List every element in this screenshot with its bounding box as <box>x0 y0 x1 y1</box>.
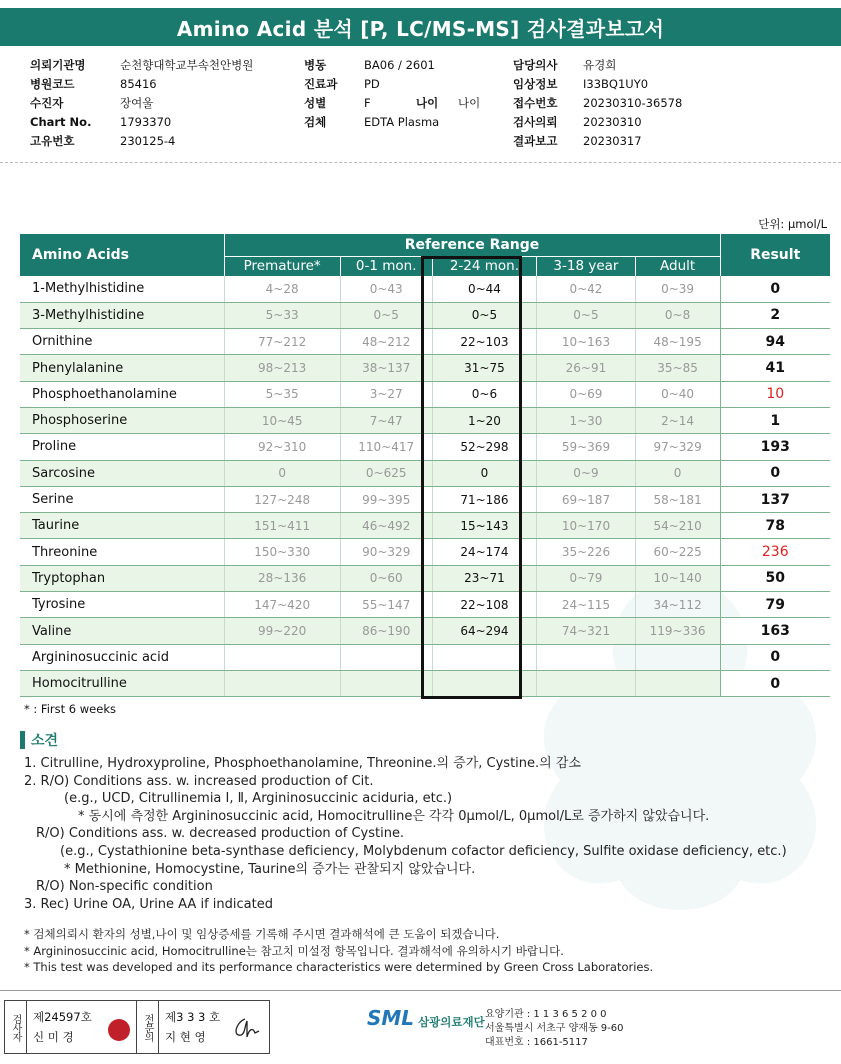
info-label: 임상정보 <box>513 77 558 91</box>
result-cell: 236 <box>720 539 830 565</box>
info-value: 유경희 <box>583 58 617 72</box>
reference-range-cell: 0~5 <box>340 302 432 328</box>
info-label: 병동 <box>304 58 327 72</box>
contact-line: 요양기관 : 1 1 3 6 5 2 0 0 <box>485 1009 607 1020</box>
reference-range-cell: 0~69 <box>537 381 635 407</box>
result-cell: 2 <box>720 302 830 328</box>
reference-range-cell: 0~625 <box>340 460 432 486</box>
info-value: PD <box>364 77 380 91</box>
reference-range-cell <box>224 644 340 670</box>
reference-range-cell: 0~9 <box>537 460 635 486</box>
contact-line: 서울특별시 서초구 양재동 9-60 <box>485 1023 624 1034</box>
reference-range-cell <box>432 670 537 696</box>
reference-range-cell: 58~181 <box>635 486 720 512</box>
reference-range-cell: 98~213 <box>224 355 340 381</box>
table-row <box>20 434 830 460</box>
reference-range-cell: 86~190 <box>340 618 432 644</box>
subheader-adult: Adult <box>635 256 720 276</box>
table-row <box>20 381 830 407</box>
table-row <box>20 302 830 328</box>
reference-range-cell: 46~492 <box>340 513 432 539</box>
result-cell: 1 <box>720 407 830 433</box>
report-footnotes <box>24 926 653 976</box>
result-cell: 78 <box>720 513 830 539</box>
tester-license: 제24597호 <box>33 1010 92 1024</box>
reference-range-cell: 0~43 <box>340 276 432 302</box>
table-row <box>20 355 830 381</box>
reference-range-cell: 0 <box>432 460 537 486</box>
tester-cell <box>27 1001 137 1053</box>
reference-range-cell: 24~174 <box>432 539 537 565</box>
reference-range-cell <box>432 644 537 670</box>
reference-range-cell: 2~14 <box>635 407 720 433</box>
reference-range-cell: 10~170 <box>537 513 635 539</box>
finding-line: (e.g., UCD, Citrullinemia Ⅰ, Ⅱ, Argininosuccinic aciduria, etc.) <box>64 791 453 807</box>
table-row <box>20 486 830 512</box>
info-label: 수진자 <box>30 96 64 110</box>
footnote-line: * This test was developed and its performance characteristics were determined by Green Cross Laboratories. <box>24 960 654 974</box>
reference-range-cell: 151~411 <box>224 513 340 539</box>
info-value: EDTA Plasma <box>364 115 440 129</box>
header-amino-acids: Amino Acids <box>20 234 224 276</box>
findings-text <box>24 755 787 913</box>
specialist-license: 제3 3 3 호 <box>165 1010 221 1024</box>
finding-line: 1. Citrulline, Hydroxyproline, Phosphoethanolamine, Threonine.의 증가, Cystine.의 감소 <box>24 756 581 771</box>
reference-range-cell: 22~108 <box>432 592 537 618</box>
reference-range-cell: 92~310 <box>224 434 340 460</box>
table-row <box>20 460 830 486</box>
label-tester: 검사자 <box>5 1001 27 1053</box>
finding-line: R/O) Non-specific condition <box>36 879 213 895</box>
table-row <box>20 644 830 670</box>
reference-range-cell: 7~47 <box>340 407 432 433</box>
reference-range-cell: 5~33 <box>224 302 340 328</box>
info-value: I33BQ1UY0 <box>583 77 649 91</box>
reference-range-cell: 10~163 <box>537 329 635 355</box>
sex-age-group <box>364 94 480 113</box>
footnote-line: * 검체의뢰시 환자의 성별,나이 및 임상증세를 기록해 주시면 결과해석에 큰 도움이 되겠습니다. <box>24 927 500 941</box>
label-specialist: 전문의 <box>137 1001 159 1053</box>
reference-range-cell: 110~417 <box>340 434 432 460</box>
amino-acid-name: Threonine <box>20 539 224 565</box>
info-label: 검체 <box>304 115 327 129</box>
reference-range-cell: 64~294 <box>432 618 537 644</box>
reference-range-cell <box>224 670 340 696</box>
result-cell: 94 <box>720 329 830 355</box>
reference-range-cell: 35~85 <box>635 355 720 381</box>
info-value: 230125-4 <box>120 134 176 148</box>
amino-acid-name: Homocitrulline <box>20 670 224 696</box>
divider <box>0 990 841 991</box>
reference-range-cell: 0~39 <box>635 276 720 302</box>
info-label: Chart No. <box>30 115 92 129</box>
reference-range-cell: 48~195 <box>635 329 720 355</box>
subheader-premature: Premature* <box>224 256 340 276</box>
reference-range-cell <box>340 670 432 696</box>
result-cell: 0 <box>720 460 830 486</box>
info-value: 순천향대학교부속천안병원 <box>120 58 254 72</box>
result-cell: 193 <box>720 434 830 460</box>
unit-label: 단위: μmol/L <box>758 217 827 231</box>
lab-logo <box>367 1006 485 1030</box>
reference-range-cell: 1~30 <box>537 407 635 433</box>
reference-range-cell: 0~5 <box>537 302 635 328</box>
subheader-0-1-mon: 0-1 mon. <box>340 256 432 276</box>
subheader-3-18-year: 3-18 year <box>537 256 635 276</box>
reference-range-cell: 0 <box>224 460 340 486</box>
amino-acid-name: Phosphoserine <box>20 407 224 433</box>
reference-range-cell: 0~44 <box>432 276 537 302</box>
result-cell: 137 <box>720 486 830 512</box>
reference-range-cell: 3~27 <box>340 381 432 407</box>
table-row <box>20 592 830 618</box>
reference-range-cell: 26~91 <box>537 355 635 381</box>
reference-range-cell: 0 <box>635 460 720 486</box>
report-title: Amino Acid 분석 [P, LC/MS-MS] 검사결과보고서 <box>0 8 841 46</box>
seal-stamp <box>108 1019 130 1041</box>
reference-range-cell: 24~115 <box>537 592 635 618</box>
reference-range-cell: 23~71 <box>432 565 537 591</box>
result-cell: 10 <box>720 381 830 407</box>
table-row <box>20 513 830 539</box>
amino-acid-name: Argininosuccinic acid <box>20 644 224 670</box>
reference-range-cell: 48~212 <box>340 329 432 355</box>
reference-range-cell: 127~248 <box>224 486 340 512</box>
info-label: 접수번호 <box>513 96 558 110</box>
table-row <box>20 539 830 565</box>
age-value: 나이 <box>458 96 481 110</box>
info-value: 20230310 <box>583 115 642 129</box>
amino-acid-table <box>20 234 830 697</box>
reference-range-cell: 74~321 <box>537 618 635 644</box>
info-value: BA06 / 2601 <box>364 58 435 72</box>
specialist-name: 지 현 영 <box>165 1030 206 1044</box>
reference-range-cell <box>635 644 720 670</box>
reference-range-cell: 60~225 <box>635 539 720 565</box>
reference-range-cell: 0~5 <box>432 302 537 328</box>
signature-box <box>4 1000 270 1054</box>
finding-line: * Methionine, Homocystine, Taurine의 증가는 관찰되지 않았습니다. <box>64 861 476 877</box>
reference-range-cell: 0~79 <box>537 565 635 591</box>
result-cell: 0 <box>720 276 830 302</box>
contact-line: 대표번호 : 1661-5117 <box>485 1037 588 1048</box>
result-cell: 50 <box>720 565 830 591</box>
tester-name: 신 미 경 <box>33 1030 74 1044</box>
reference-range-cell: 55~147 <box>340 592 432 618</box>
info-column-2 <box>304 56 480 132</box>
info-value: 20230317 <box>583 134 642 148</box>
info-label: 의뢰기관명 <box>30 58 86 72</box>
findings-heading <box>20 730 58 750</box>
table-row <box>20 670 830 696</box>
reference-range-cell <box>340 644 432 670</box>
reference-range-cell: 28~136 <box>224 565 340 591</box>
reference-range-cell: 147~420 <box>224 592 340 618</box>
reference-range-cell <box>537 644 635 670</box>
reference-range-cell: 54~210 <box>635 513 720 539</box>
info-value: 20230310-36578 <box>583 96 683 110</box>
reference-range-cell: 34~112 <box>635 592 720 618</box>
result-cell: 0 <box>720 644 830 670</box>
result-cell: 163 <box>720 618 830 644</box>
reference-range-cell: 38~137 <box>340 355 432 381</box>
signature-icon <box>231 1015 261 1041</box>
finding-line: R/O) Conditions ass. w. decreased production of Cystine. <box>36 826 405 842</box>
reference-range-cell: 52~298 <box>432 434 537 460</box>
footnote-line: * Argininosuccinic acid, Homocitrulline는 참고치 미설정 항목입니다. 결과해석에 유의하시기 바랍니다. <box>24 943 564 958</box>
reference-range-cell: 97~329 <box>635 434 720 460</box>
header-reference-range: Reference Range <box>224 234 720 256</box>
reference-range-cell: 0~40 <box>635 381 720 407</box>
result-cell: 41 <box>720 355 830 381</box>
table-row <box>20 618 830 644</box>
amino-acid-name: 1-Methylhistidine <box>20 276 224 302</box>
heading-bar <box>20 731 25 749</box>
reference-range-cell <box>537 670 635 696</box>
reference-range-cell: 35~226 <box>537 539 635 565</box>
amino-acid-name: Valine <box>20 618 224 644</box>
amino-acid-name: Serine <box>20 486 224 512</box>
reference-range-cell: 59~369 <box>537 434 635 460</box>
reference-range-cell: 99~220 <box>224 618 340 644</box>
reference-range-cell: 0~42 <box>537 276 635 302</box>
divider <box>0 162 841 163</box>
amino-acid-name: Ornithine <box>20 329 224 355</box>
footnote-premature: * : First 6 weeks <box>24 702 116 716</box>
result-cell: 0 <box>720 670 830 696</box>
reference-range-cell: 71~186 <box>432 486 537 512</box>
reference-range-cell: 10~45 <box>224 407 340 433</box>
reference-range-cell: 15~143 <box>432 513 537 539</box>
table-row <box>20 565 830 591</box>
age-label: 나이 <box>416 96 439 110</box>
table-row <box>20 407 830 433</box>
amino-acid-name: Tryptophan <box>20 565 224 591</box>
reference-range-cell: 99~395 <box>340 486 432 512</box>
table-row <box>20 329 830 355</box>
header-result: Result <box>720 234 830 276</box>
reference-range-cell: 150~330 <box>224 539 340 565</box>
reference-range-cell: 0~8 <box>635 302 720 328</box>
reference-range-cell: 4~28 <box>224 276 340 302</box>
amino-acid-name: Sarcosine <box>20 460 224 486</box>
reference-range-cell: 1~20 <box>432 407 537 433</box>
info-value: 1793370 <box>120 115 172 129</box>
reference-range-cell: 69~187 <box>537 486 635 512</box>
info-column-1 <box>30 56 253 151</box>
info-value: F <box>364 96 371 110</box>
info-label: 고유번호 <box>30 134 75 148</box>
amino-acid-name: Proline <box>20 434 224 460</box>
reference-range-cell: 0~6 <box>432 381 537 407</box>
info-label: 진료과 <box>304 77 338 91</box>
reference-range-cell: 0~60 <box>340 565 432 591</box>
info-label: 결과보고 <box>513 134 558 148</box>
amino-acid-name: 3-Methylhistidine <box>20 302 224 328</box>
findings-title: 소견 <box>31 733 59 749</box>
lab-name: 삼광의료재단 <box>418 1015 485 1029</box>
info-label: 검사의뢰 <box>513 115 558 129</box>
info-label: 병원코드 <box>30 77 75 91</box>
finding-line: * 동시에 측정한 Argininosuccinic acid, Homocitrulline은 각각 0μmol/L, 0μmol/L로 증가하지 않았습니다. <box>78 808 710 824</box>
finding-line: (e.g., Cystathionine beta-synthase deficiency, Molybdenum cofactor deficiency, Sulfite oxidase deficiency, etc.) <box>60 843 787 859</box>
subheader-2-24-mon: 2-24 mon. <box>432 256 537 276</box>
reference-range-cell: 22~103 <box>432 329 537 355</box>
reference-range-cell <box>635 670 720 696</box>
info-column-3 <box>513 56 682 151</box>
info-value: 장여울 <box>120 96 154 110</box>
amino-acid-name: Taurine <box>20 513 224 539</box>
info-label: 담당의사 <box>513 58 558 72</box>
finding-line: 3. Rec) Urine OA, Urine AA if indicated <box>24 896 273 912</box>
specialist-cell <box>159 1001 269 1053</box>
info-label: 성별 <box>304 96 327 110</box>
logo-mark: SML <box>367 1006 415 1030</box>
amino-acid-name: Tyrosine <box>20 592 224 618</box>
reference-range-cell: 10~140 <box>635 565 720 591</box>
finding-line: 2. R/O) Conditions ass. w. increased production of Cit. <box>24 773 374 789</box>
table-row <box>20 276 830 302</box>
amino-acid-name: Phosphoethanolamine <box>20 381 224 407</box>
amino-acid-name: Phenylalanine <box>20 355 224 381</box>
info-value: 85416 <box>120 77 157 91</box>
reference-range-cell: 119~336 <box>635 618 720 644</box>
result-cell: 79 <box>720 592 830 618</box>
lab-contact <box>485 1008 624 1050</box>
reference-range-cell: 90~329 <box>340 539 432 565</box>
reference-range-cell: 77~212 <box>224 329 340 355</box>
reference-range-cell: 31~75 <box>432 355 537 381</box>
reference-range-cell: 5~35 <box>224 381 340 407</box>
